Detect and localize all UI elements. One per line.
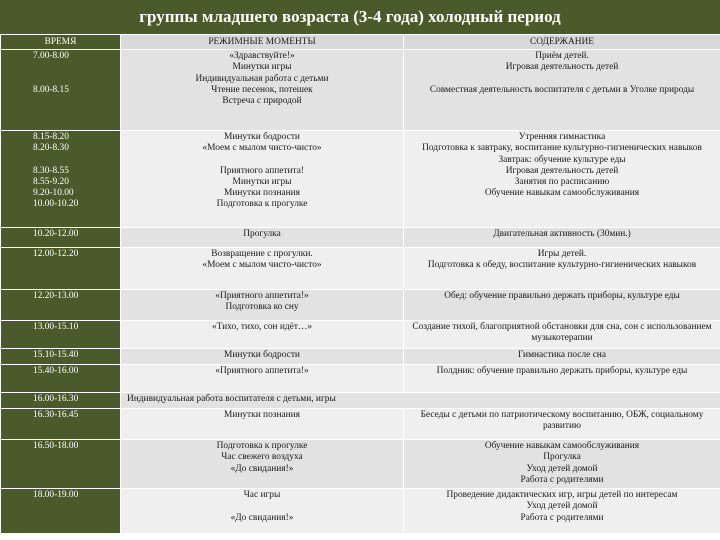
content-cell-line: Игровая деятельность детей: [505, 62, 619, 73]
moments-cell-line: «Тихо, тихо, сон идёт…»: [211, 322, 313, 333]
content-cell-line: Завтрак: обучение культуре еды: [498, 154, 626, 165]
content-cell: [404, 349, 720, 365]
content-cell-line: Уход детей домой: [526, 463, 598, 474]
moments-cell-line: Минутки игры: [232, 62, 292, 73]
table-row: [1, 489, 720, 534]
content-cell: [404, 131, 720, 228]
time-cell-line: 9.20-10.00: [33, 188, 74, 199]
content-cell: [404, 248, 720, 290]
moments-cell-line: Прогулка: [243, 229, 281, 240]
time-cell-line: 10.00-10.20: [33, 199, 79, 210]
moments-cell-line: «До свидания!»: [230, 512, 294, 523]
content-cell: [404, 321, 720, 349]
moments-cell-line: Минутки познания: [223, 188, 300, 199]
time-cell-line: 8.20-8.30: [33, 143, 69, 154]
time-cell-line: 15.10-15.40: [33, 350, 79, 361]
content-cell-line: Прогулка: [543, 452, 581, 463]
time-cell: [1, 248, 121, 290]
time-cell: [1, 50, 121, 131]
moments-cell: [121, 131, 404, 228]
time-cell-line: 16.50-18.00: [33, 441, 79, 452]
moments-cell-line: [125, 155, 399, 166]
time-cell: [1, 409, 121, 440]
title-text: группы младшего возраста (3-4 года) холодный период: [139, 7, 561, 26]
moments-cell-line: «Моем с мылом чисто-чисто»: [202, 143, 322, 154]
moments-cell-line: «Приятного аппетита!»: [215, 366, 309, 377]
time-cell-line: 12.20-13.00: [33, 291, 79, 302]
time-cell: [1, 440, 121, 489]
moments-cell-line: Минутки бодрости: [224, 350, 300, 361]
table-row: [1, 409, 720, 440]
content-cell-line: Приём детей.: [535, 51, 589, 62]
schedule-table: [0, 34, 720, 534]
time-cell: [1, 489, 121, 534]
content-cell-line: Работа с родителями: [520, 474, 604, 485]
table-row: [1, 50, 720, 131]
time-cell-line: 8.00-8.15: [33, 84, 69, 95]
time-cell-line: [33, 74, 116, 85]
content-cell: [404, 365, 720, 393]
moments-cell: [121, 228, 404, 248]
table-row: [1, 321, 720, 349]
time-cell: [1, 290, 121, 321]
time-cell-line: 18.00-19.00: [33, 490, 79, 501]
content-cell-line: Обучение навыкам самообслуживания: [484, 441, 640, 452]
content-cell-line: Двигательная активность (30мин.): [493, 229, 631, 240]
moments-cell-line: Минутки игры: [232, 177, 292, 188]
moments-cell-line: Приятного аппетита!: [219, 165, 305, 176]
content-cell: [404, 50, 720, 131]
content-cell: [404, 290, 720, 321]
content-cell-line: Создание тихой, благоприятной обстановки для сна, сон с использованием музыкотерапии: [412, 322, 712, 344]
header-row: [1, 35, 720, 50]
content-cell-line: Гимнастика после сна: [517, 350, 606, 361]
moments-cell-line: Чтение песенок, потешек: [211, 84, 313, 95]
page-title: [0, 0, 720, 34]
moments-cell-line: Минутки бодрости: [224, 132, 300, 143]
time-cell-line: 13.00-15.10: [33, 322, 79, 333]
time-cell-line: 16.30-16.45: [33, 410, 79, 421]
moments-cell-line: Индивидуальная работа с детьми: [195, 73, 329, 84]
table-row: [1, 440, 720, 489]
time-cell: [1, 365, 121, 393]
content-cell-line: Беседы с детьми по патриотическому воспитанию, ОБЖ, социальному развитию: [420, 410, 704, 432]
content-cell-line: Подготовка к обеду, воспитание культурно-гигиенических навыков: [427, 260, 697, 271]
content-cell-line: Обед: обучение правильно держать приборы, культуре еды: [444, 291, 680, 302]
content-cell: [404, 228, 720, 248]
table-row: [1, 290, 720, 321]
table-row: [1, 365, 720, 393]
moments-cell-line: «Моем с мылом чисто-чисто»: [202, 260, 322, 271]
moments-cell: [121, 248, 404, 290]
content-cell-line: Полдник: обучение правильно держать приборы, культуре еды: [436, 366, 688, 377]
time-cell-line: 12.00-12.20: [33, 249, 79, 260]
moments-cell-line: «До свидания!»: [230, 463, 294, 474]
moments-cell: [121, 489, 404, 534]
time-cell: [1, 228, 121, 248]
table-row: [1, 248, 720, 290]
moments-cell-line: Возвращение с прогулки.: [211, 249, 313, 260]
content-cell-line: Подготовка к завтраку, воспитание культурно-гигиенических навыков: [422, 143, 702, 154]
moments-cell: [121, 290, 404, 321]
moments-cell-line: «Приятного аппетита!»: [215, 291, 309, 302]
table-row: [1, 228, 720, 248]
content-cell-line: Занятия по расписанию: [514, 177, 610, 188]
time-cell: [1, 393, 121, 409]
content-cell-line: Совместная деятельность воспитателя с детьми в Уголке природы: [429, 84, 695, 95]
moments-cell-line: Подготовка ко сну: [225, 302, 299, 313]
time-cell-line: 7.00-8.00: [33, 51, 69, 62]
content-cell-line: Игровая деятельность детей: [505, 165, 619, 176]
content-cell-line: Обучение навыкам самообслуживания: [484, 188, 640, 199]
header-moments: РЕЖИМНЫЕ МОМЕНТЫ: [121, 35, 404, 50]
time-cell-line: 15.40-16.00: [33, 366, 79, 377]
time-cell: [1, 321, 121, 349]
moments-cell: [121, 349, 404, 365]
moments-cell: [121, 321, 404, 349]
time-cell-line: 16.00-16.30: [33, 394, 79, 405]
table-row: [1, 349, 720, 365]
moments-cell-line: [125, 501, 399, 512]
time-cell: [1, 131, 121, 228]
content-cell: [404, 440, 720, 489]
time-cell-line: 10.20-12.00: [33, 229, 79, 240]
header-content: СОДЕРЖАНИЕ: [404, 35, 720, 50]
content-cell: [404, 409, 720, 440]
moments-cell-line: Подготовка к прогулке: [216, 441, 308, 452]
moments-cell-line: Час свежего воздуха: [221, 452, 303, 463]
time-cell-line: [33, 155, 116, 166]
moments-cell-line: Час игры: [243, 490, 281, 501]
header-time: ВРЕМЯ: [1, 35, 121, 50]
time-cell-line: [33, 62, 116, 73]
merged-cell: [121, 393, 720, 409]
content-cell: [404, 489, 720, 534]
moments-cell: [121, 365, 404, 393]
content-cell-line: [408, 74, 716, 85]
time-cell-line: 8.15-8.20: [33, 132, 69, 143]
time-cell-line: 8.30-8.55: [33, 165, 69, 176]
merged-cell-line: Индивидуальная работа воспитателя с детьми, игры: [127, 394, 336, 405]
moments-cell: [121, 440, 404, 489]
time-cell: [1, 349, 121, 365]
content-cell-line: Игры детей.: [537, 249, 587, 260]
moments-cell: [121, 409, 404, 440]
moments-cell-line: Минутки познания: [223, 410, 300, 421]
moments-cell-line: Подготовка к прогулке: [216, 199, 308, 210]
content-cell-line: Уход детей домой: [526, 501, 598, 512]
table-row: [1, 131, 720, 228]
moments-cell: [121, 50, 404, 131]
moments-cell-line: «Здравствуйте!»: [229, 51, 295, 62]
content-cell-line: Работа с родителями: [520, 512, 604, 523]
moments-cell-line: Встреча с природой: [222, 96, 302, 107]
time-cell-line: 8.55-9.20: [33, 177, 69, 188]
table-row: [1, 393, 720, 409]
content-cell-line: Проведение дидактических игр, игры детей по интересам: [446, 490, 678, 501]
content-cell-line: Утренняя гимнастика: [518, 132, 606, 143]
